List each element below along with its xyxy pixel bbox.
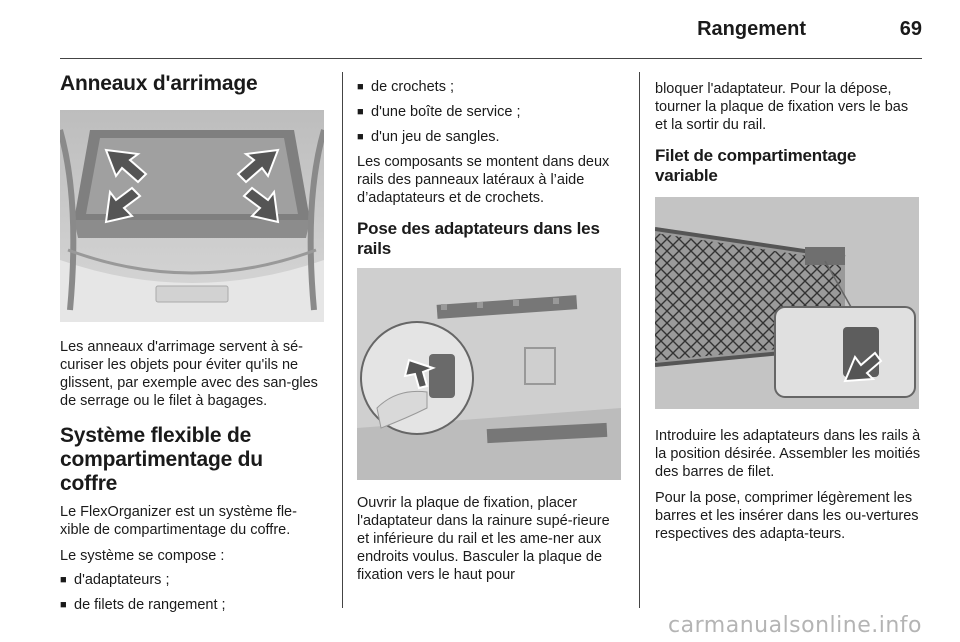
list-item: ■ d'adaptateurs ; <box>60 571 324 589</box>
list-item: ■ de crochets ; <box>357 78 621 96</box>
column-1 <box>60 72 324 613</box>
list-item: ■ de filets de rangement ; <box>60 596 324 614</box>
heading-systeme-flexible: Système flexible de compartimentage du coffre <box>60 424 263 496</box>
partition-net-illustration <box>655 197 919 409</box>
paragraph-flexorganizer: Le FlexOrganizer est un système fle-xible de compartimentage du coffre. <box>60 503 297 538</box>
column-2 <box>357 78 621 610</box>
heading-pose-adaptateurs: Pose des adaptateurs dans les rails <box>357 219 600 259</box>
paragraph-composants: Les composants se montent dans deux rails des panneaux latéraux à l’aide d’adaptateurs et de crochets. <box>357 154 610 206</box>
paragraph-anneaux: Les anneaux d'arrimage servent à sé-curiser les objets pour éviter qu'ils ne glissent, par exemple avec des san-gles de serrage ou le filet à bagages. <box>60 339 318 410</box>
list-item: ■ d'une boîte de service ; <box>357 103 621 121</box>
adapter-rail-illustration <box>357 268 621 480</box>
component-list-1 <box>60 571 324 614</box>
column-3 <box>655 80 921 610</box>
paragraph-ouvrir: Ouvrir la plaque de fixation, placer l'adaptateur dans la rainure supé-rieure et inférieure du rail et les ame-ner aux endroits voulus. Basculer la plaque de fixation vers le haut pour <box>357 494 610 583</box>
component-list-2 <box>357 78 621 146</box>
list-item: ■ d'un jeu de sangles. <box>357 128 621 146</box>
watermark: carmanualsonline.info <box>668 613 922 638</box>
page-header <box>60 14 922 48</box>
trunk-tie-down-illustration <box>60 110 324 322</box>
column-divider-2 <box>639 72 640 608</box>
paragraph-compose: Le système se compose : <box>60 547 225 564</box>
heading-filet: Filet de compartimentage variable <box>655 146 857 186</box>
paragraph-introduire: Introduire les adaptateurs dans les rails à la position désirée. Assembler les moitiés des barres de filet. <box>655 427 921 480</box>
page-number: 69 <box>899 18 922 40</box>
paragraph-pose-filet: Pour la pose, comprimer légèrement les barres et les insérer dans les ou-vertures respectives des adapta-teurs. <box>655 489 919 542</box>
section-title: Rangement <box>697 18 806 40</box>
column-divider-1 <box>342 72 343 608</box>
header-divider <box>60 58 922 59</box>
paragraph-bloquer: bloquer l'adaptateur. Pour la dépose, tourner la plaque de fixation vers le bas et la sortir du rail. <box>655 81 909 133</box>
heading-anneaux: Anneaux d'arrimage <box>60 72 258 95</box>
